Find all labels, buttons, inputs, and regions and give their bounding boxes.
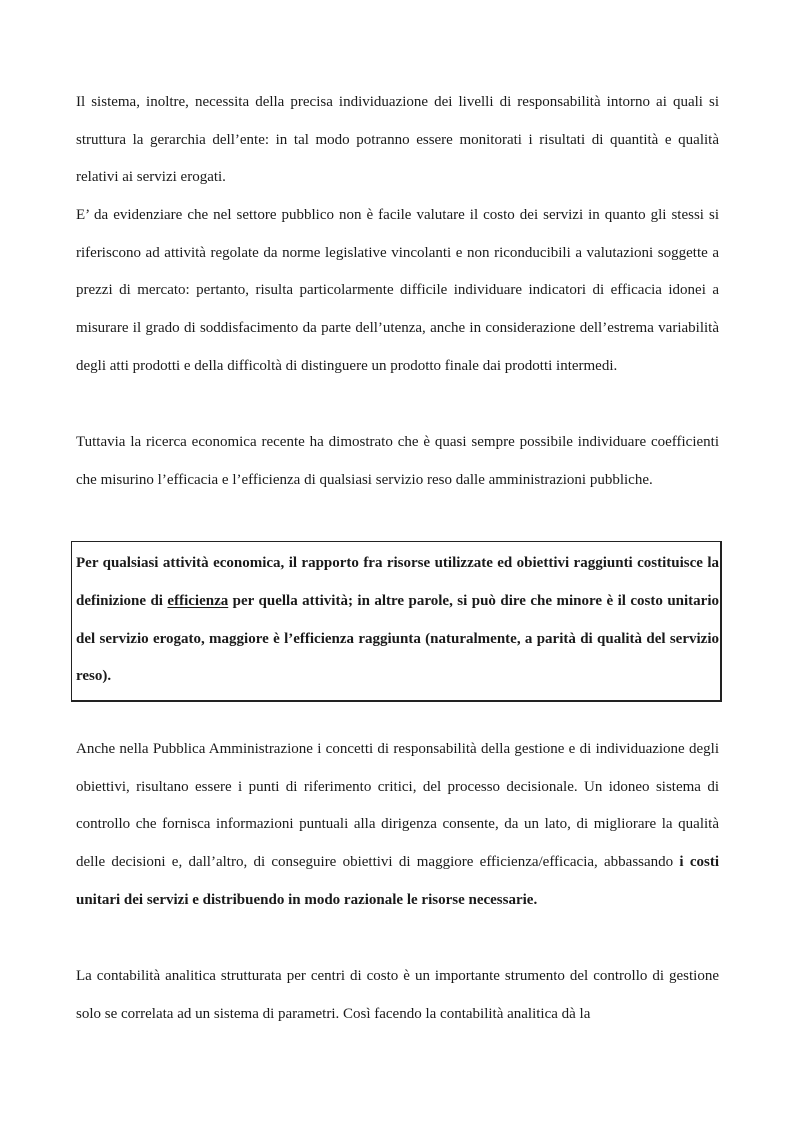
callout-text-after: per quella attività; in altre parole, si può dire che minore è il costo unitario del servizio erogato, maggiore è l’efficienza raggiunta (naturalmente, a parità di qualità del servizio reso). bbox=[76, 592, 719, 685]
efficiency-definition-box bbox=[71, 541, 722, 702]
paragraph-4-bold-text: i costi unitari dei servizi e distribuendo in modo razionale le risorse necessarie. bbox=[76, 854, 719, 908]
paragraph-economic-research: Tuttavia la ricerca economica recente ha dimostrato che è quasi sempre possibile individuare coefficienti che misurino l’efficacia e l’efficienza di qualsiasi servizio reso dalle amministrazioni pubbliche. bbox=[76, 434, 719, 488]
paragraph-analytic-accounting: La contabilità analitica strutturata per centri di costo è un importante strumento del controllo di gestione solo se correlata ad un sistema di parametri. Così facendo la contabilità analitica dà la bbox=[76, 968, 719, 1022]
paragraph-public-sector-costs: E’ da evidenziare che nel settore pubblico non è facile valutare il costo dei servizi in quanto gli stessi si riferiscono ad attività regolate da norme legislative vincolanti e non riconducibili a valutazioni soggette a prezzi di mercato: pertanto, risulta particolarmente difficile individuare indicatori di efficacia idonei a misurare il grado di soddisfacimento da parte dell’utenza, anche in considerazione dell’estrema variabilità degli atti prodotti e della difficoltà di distinguere un prodotto finale dai prodotti intermedi. bbox=[76, 207, 719, 374]
paragraph-4-text: Anche nella Pubblica Amministrazione i concetti di responsabilità della gestione e di individuazione degli obiettivi, risultano essere i punti di riferimento critici, del processo decisionale. Un idoneo sistema di controllo che fornisca informazioni puntuali alla dirigenza consente, da un lato, di migliorare la qualità delle decisioni e, dall’altro, di conseguire obiettivi di maggiore efficienza/efficacia, abbassando bbox=[76, 741, 719, 871]
callout-text-before: Per qualsiasi attività economica, il rapporto fra risorse utilizzate ed obiettivi raggiunti costituisce la definizione di bbox=[76, 555, 719, 609]
paragraph-public-administration bbox=[76, 731, 719, 920]
efficiency-term: efficienza bbox=[167, 592, 229, 609]
paragraph-responsibility-levels: Il sistema, inoltre, necessita della precisa individuazione dei livelli di responsabilità intorno ai quali si struttura la gerarchia dell’ente: in tal modo potranno essere monitorati i risultati di quantità e qualità relativi ai servizi erogati. bbox=[76, 94, 719, 186]
efficiency-definition-text bbox=[76, 545, 719, 696]
